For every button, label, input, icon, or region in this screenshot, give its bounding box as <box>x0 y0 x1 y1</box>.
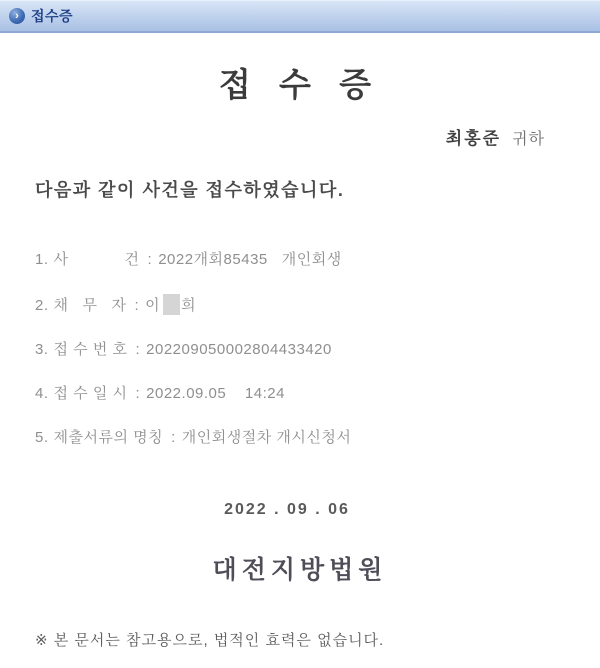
page-title-bar <box>0 0 600 33</box>
redaction-box <box>163 294 180 315</box>
page-title: 접수증 <box>31 8 74 24</box>
item-number: 3. <box>35 341 49 358</box>
item-separator: : <box>135 341 141 358</box>
intro-statement: 다음과 같이 사건을 접수하였습니다. <box>35 180 345 200</box>
item-label: 제출서류의 명칭 <box>53 429 164 446</box>
item-label: 채 무 자 <box>53 297 127 314</box>
item-number: 2. <box>35 297 49 314</box>
document-title: 접 수 증 <box>218 68 382 104</box>
item-value: 202209050002804433420 <box>146 341 332 358</box>
item-number: 4. <box>35 385 49 402</box>
chevron-circle-icon: › <box>9 8 25 24</box>
list-item-document-name <box>35 428 565 448</box>
case-detail-list <box>35 250 565 448</box>
list-item-case <box>35 250 565 270</box>
item-value-before-redaction: 이 <box>145 297 161 314</box>
recipient-honorific: 귀하 <box>512 131 545 148</box>
list-item-receipt-datetime <box>35 384 565 404</box>
recipient-name: 최홍준 <box>445 129 502 148</box>
item-label: 접 수 번 호 <box>53 341 128 358</box>
item-value: 2022개회85435 개인회생 <box>158 251 342 268</box>
item-separator: : <box>147 251 153 268</box>
issue-date: 2022 . 09 . 06 <box>224 501 350 518</box>
item-label: 접 수 일 시 <box>53 385 128 402</box>
item-label: 사 건 <box>53 251 140 268</box>
court-name: 대전지방법원 <box>212 557 388 584</box>
item-number: 5. <box>35 429 49 446</box>
recipient-line <box>35 129 545 150</box>
item-value: 2022.09.05 14:24 <box>146 385 285 402</box>
item-separator: : <box>135 385 141 402</box>
receipt-document <box>0 67 600 651</box>
legal-footnote: ※ 본 문서는 참고용으로, 법적인 효력은 없습니다. <box>35 632 385 649</box>
item-value: 개인회생절차 개시신청서 <box>181 429 352 446</box>
list-item-receipt-number <box>35 340 565 360</box>
item-number: 1. <box>35 251 49 268</box>
item-value-after-redaction: 희 <box>181 297 197 314</box>
list-item-debtor <box>35 294 565 316</box>
item-separator: : <box>171 429 176 446</box>
item-separator: : <box>134 297 140 314</box>
